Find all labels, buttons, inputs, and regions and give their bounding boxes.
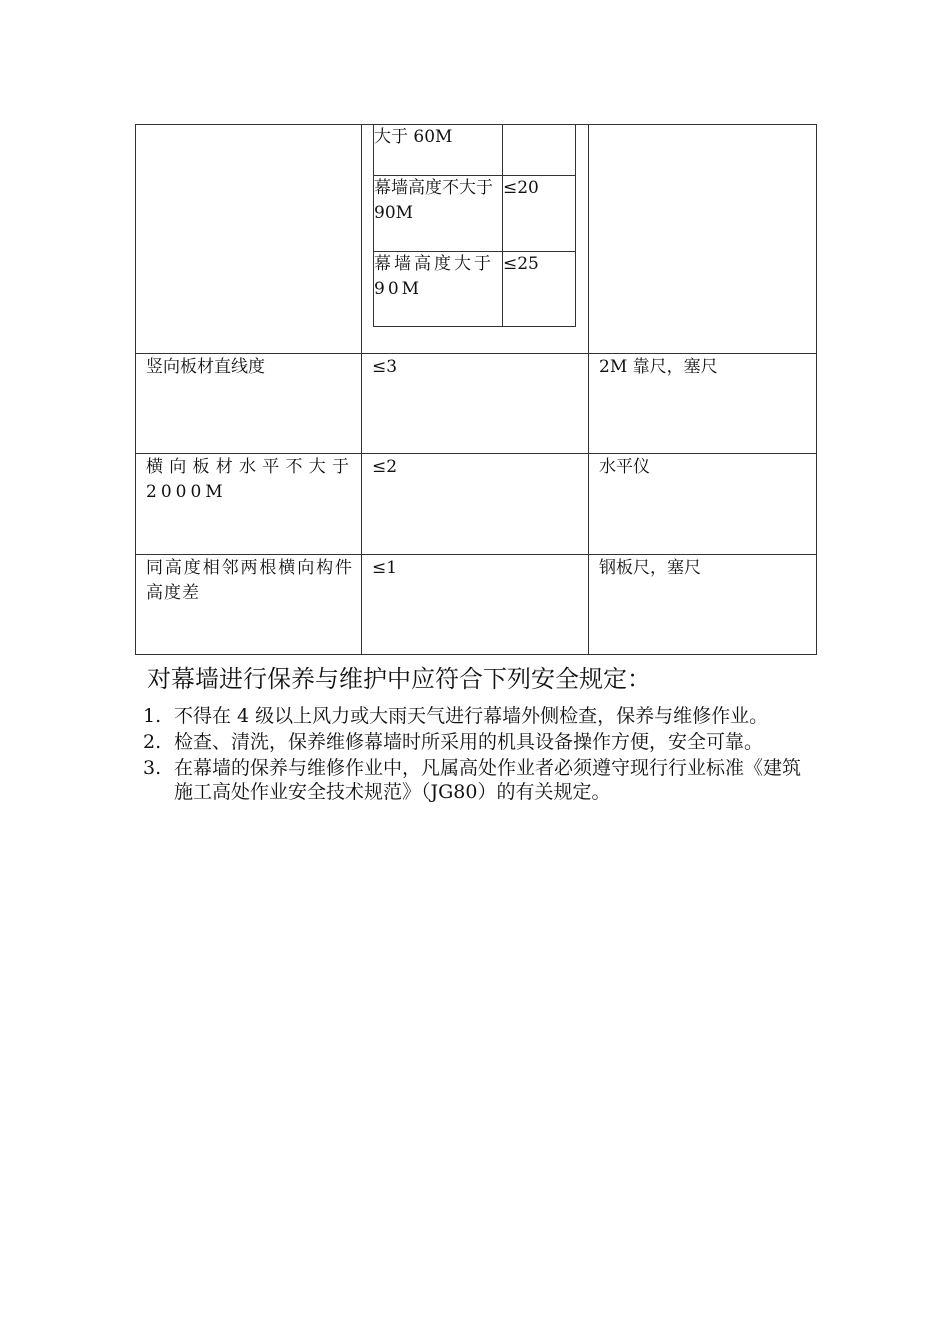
table-cell-empty xyxy=(589,125,817,354)
table-row xyxy=(136,125,817,354)
table-cell-empty xyxy=(136,125,362,354)
table-row xyxy=(136,454,817,555)
tolerance-table xyxy=(135,124,817,655)
item-cell: 横向板材水平不大于 2000M xyxy=(146,457,353,502)
item-cell: 竖向板材直线度 xyxy=(146,357,265,377)
nested-value xyxy=(503,125,576,175)
item-cell: 同高度相邻两根横向构件高度差 xyxy=(146,558,353,603)
nested-label: 大于 60M xyxy=(374,125,503,175)
list-number: 1. xyxy=(143,705,162,727)
list-number: 3. xyxy=(143,757,162,779)
table-row xyxy=(136,354,817,454)
nested-value: ≤20 xyxy=(503,175,576,251)
list-text: 检查、清洗，保养维修幕墙时所采用的机具设备操作方便，安全可靠。 xyxy=(174,731,764,753)
nested-row xyxy=(374,251,576,326)
nested-height-table xyxy=(373,125,576,327)
list-item xyxy=(143,704,813,728)
list-text: 不得在 4 级以上风力或大雨天气进行幕墙外侧检查，保养与维修作业。 xyxy=(174,705,769,727)
tolerance-cell: ≤3 xyxy=(372,357,398,377)
section-heading: 对幕墙进行保养与维护中应符合下列安全规定： xyxy=(147,665,651,693)
nested-label: 幕墙高度不大于 90M xyxy=(374,175,503,251)
table-row xyxy=(136,555,817,655)
list-text: 在幕墙的保养与维修作业中，凡属高处作业者必须遵守现行行业标准《建筑施工高处作业安全技术规范》（JG80）的有关规定。 xyxy=(174,757,802,803)
tool-cell: 2M 靠尺，塞尺 xyxy=(599,357,718,377)
safety-rules-list xyxy=(143,704,813,806)
nested-row xyxy=(374,175,576,251)
tool-cell: 钢板尺，塞尺 xyxy=(599,558,701,578)
nested-label: 幕墙高度大于 90M xyxy=(374,251,503,326)
table-cell-nested xyxy=(362,125,589,354)
nested-row xyxy=(374,125,576,175)
nested-value: ≤25 xyxy=(503,251,576,326)
list-item xyxy=(143,756,813,804)
tolerance-cell: ≤1 xyxy=(372,558,398,578)
list-item xyxy=(143,730,813,754)
tool-cell: 水平仪 xyxy=(599,457,650,477)
tolerance-cell: ≤2 xyxy=(372,457,398,477)
list-number: 2. xyxy=(143,731,162,753)
